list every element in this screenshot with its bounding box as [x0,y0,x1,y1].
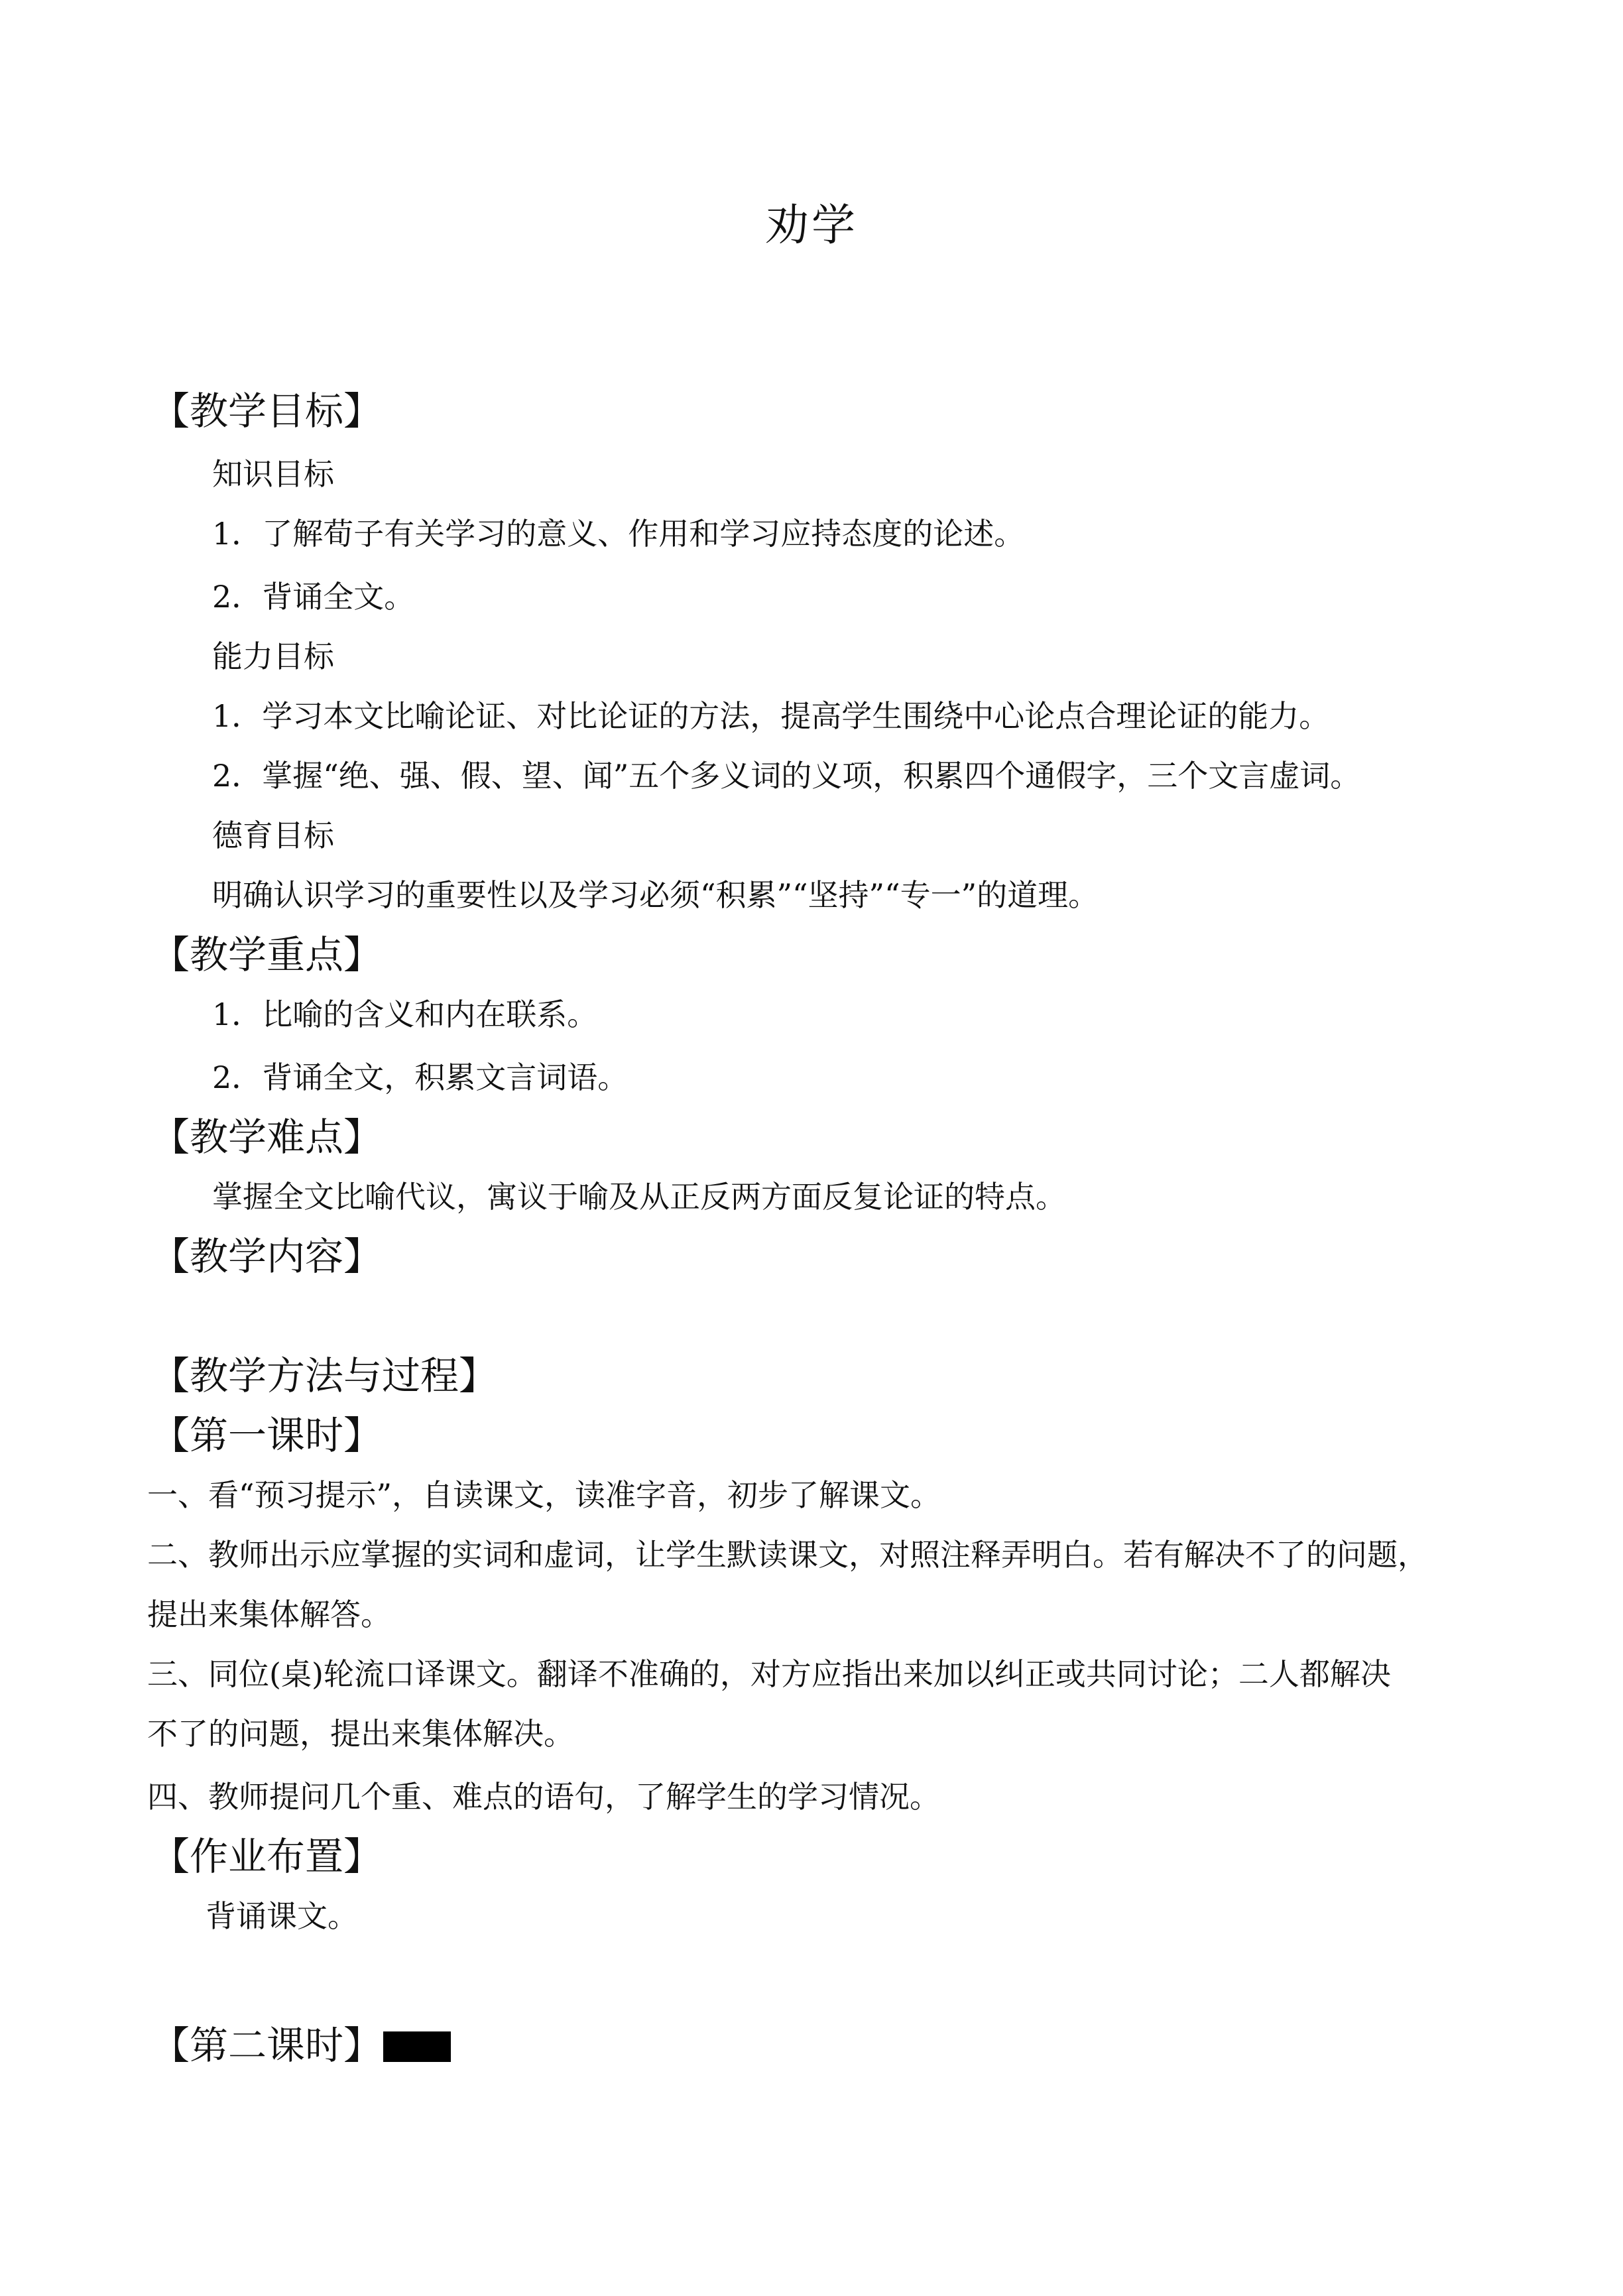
heading-second-lesson: 【第二课时】 [151,2023,383,2068]
knowledge-label: 知识目标 [212,456,334,492]
redaction-block [383,2031,451,2062]
ability-item-2: 2．掌握“绝、强、假、望、闻”五个多义词的义项，积累四个通假字，三个文言虚词。 [212,758,1361,794]
heading-key-points: 【教学重点】 [151,932,383,977]
first-lesson-step-2-cont: 提出来集体解答。 [147,1597,391,1632]
heading-first-lesson: 【第一课时】 [151,1413,383,1458]
moral-label: 德育目标 [212,817,334,853]
ability-label: 能力目标 [212,638,334,674]
knowledge-item-2: 2．背诵全文。 [212,579,415,615]
first-lesson-step-2: 二、教师出示应掌握的实词和虚词，让学生默读课文，对照注释弄明白。若有解决不了的问题， [147,1537,1428,1573]
heading-content: 【教学内容】 [151,1234,383,1279]
ability-item-1: 1．学习本文比喻论证、对比论证的方法，提高学生围绕中心论点合理论证的能力。 [212,698,1330,734]
heading-difficulties: 【教学难点】 [151,1115,383,1160]
heading-methods: 【教学方法与过程】 [151,1353,498,1398]
key-point-1: 1．比喻的含义和内在联系。 [212,997,598,1032]
document-title: 劝学 [765,200,858,251]
homework-text: 背诵课文。 [206,1898,358,1934]
moral-text: 明确认识学习的重要性以及学习必须“积累”“坚持”“专一”的道理。 [212,877,1099,913]
difficulties-text: 掌握全文比喻代议，寓议于喻及从正反两方面反复论证的特点。 [212,1179,1066,1215]
first-lesson-step-4: 四、教师提问几个重、难点的语句，了解学生的学习情况。 [147,1779,940,1815]
key-point-2: 2．背诵全文，积累文言词语。 [212,1059,629,1095]
first-lesson-step-1: 一、看“预习提示”，自读课文，读准字音，初步了解课文。 [147,1477,941,1513]
heading-objectives: 【教学目标】 [151,389,383,434]
first-lesson-step-3: 三、同位(桌)轮流口译课文。翻译不准确的，对方应指出来加以纠正或共同讨论；二人都解决 [147,1656,1391,1692]
first-lesson-step-3-cont: 不了的问题，提出来集体解决。 [147,1716,574,1752]
heading-homework: 【作业布置】 [151,1834,383,1879]
knowledge-item-1: 1．了解荀子有关学习的意义、作用和学习应持态度的论述。 [212,516,1025,552]
